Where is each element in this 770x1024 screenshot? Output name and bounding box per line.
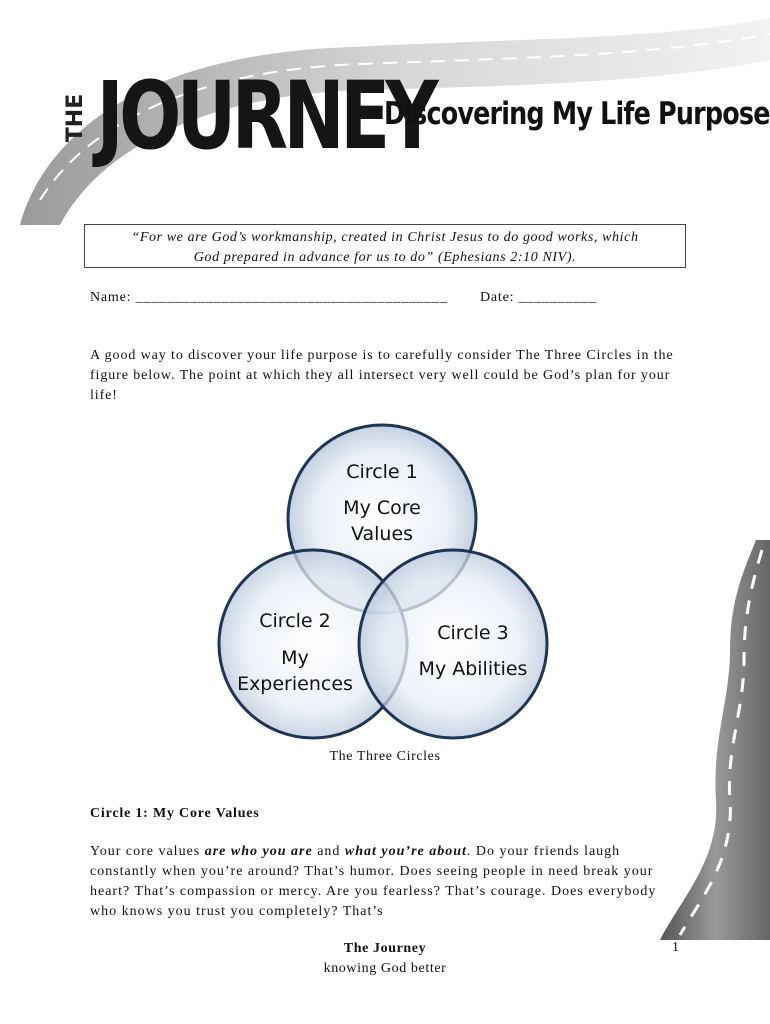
- section-heading: Circle 1: My Core Values: [90, 806, 260, 821]
- name-field[interactable]: Name: ________________________________________: [90, 290, 448, 305]
- page-subtitle: Discovering My Life Purpose: [384, 96, 770, 132]
- quote-line-1: “For we are God’s workmanship, created in Christ Jesus to do good works, which: [131, 230, 639, 245]
- circle-2-title: Circle 2: [259, 610, 331, 632]
- circle-1-line2: Values: [350, 523, 414, 545]
- section-paragraph: [90, 842, 680, 922]
- section-text-a: Your core values: [90, 844, 205, 859]
- scripture-quote-box: [84, 224, 686, 268]
- circle-3-line1: My Abilities: [418, 658, 528, 680]
- section-emphasis-1: are who you are: [204, 844, 313, 859]
- footer-tagline: knowing God better: [323, 961, 447, 976]
- circle-2-line1: My: [281, 647, 309, 669]
- section-emphasis-2: what you’re about: [344, 844, 467, 859]
- svg-text:THE: THE: [63, 93, 88, 143]
- footer-title: The Journey: [343, 941, 427, 956]
- intro-paragraph: A good way to discover your life purpose is to carefully consider The Three Circles in the figure below. The point at which they all intersect very well could be God’s plan for your life!: [90, 348, 674, 403]
- section-text-b: and: [312, 844, 345, 859]
- logo-journey: JOURNEY: [96, 62, 434, 171]
- date-field[interactable]: Date: __________: [480, 290, 597, 305]
- three-circles-diagram: [205, 432, 565, 747]
- circle-2-line2: Experiences: [237, 673, 353, 695]
- circle-3-shape: [359, 550, 547, 738]
- road-illustration: [660, 540, 770, 940]
- circle-1-title: Circle 1: [346, 461, 418, 483]
- diagram-caption: The Three Circles: [329, 749, 441, 764]
- circle-1-line1: My Core: [343, 497, 421, 519]
- section-text-c: . Do your friends laugh constantly when you’re around? That’s humor. Does seeing people in need break your heart? That’s compassion or mercy. Are you fearless? That’s courage. Does everybody who knows you trust you completely? That’s: [90, 844, 657, 919]
- page-number: 1: [672, 940, 679, 955]
- circle-3-title: Circle 3: [437, 622, 509, 644]
- quote-line-2: God prepared in advance for us to do” (Ephesians 2:10 NIV).: [193, 250, 577, 265]
